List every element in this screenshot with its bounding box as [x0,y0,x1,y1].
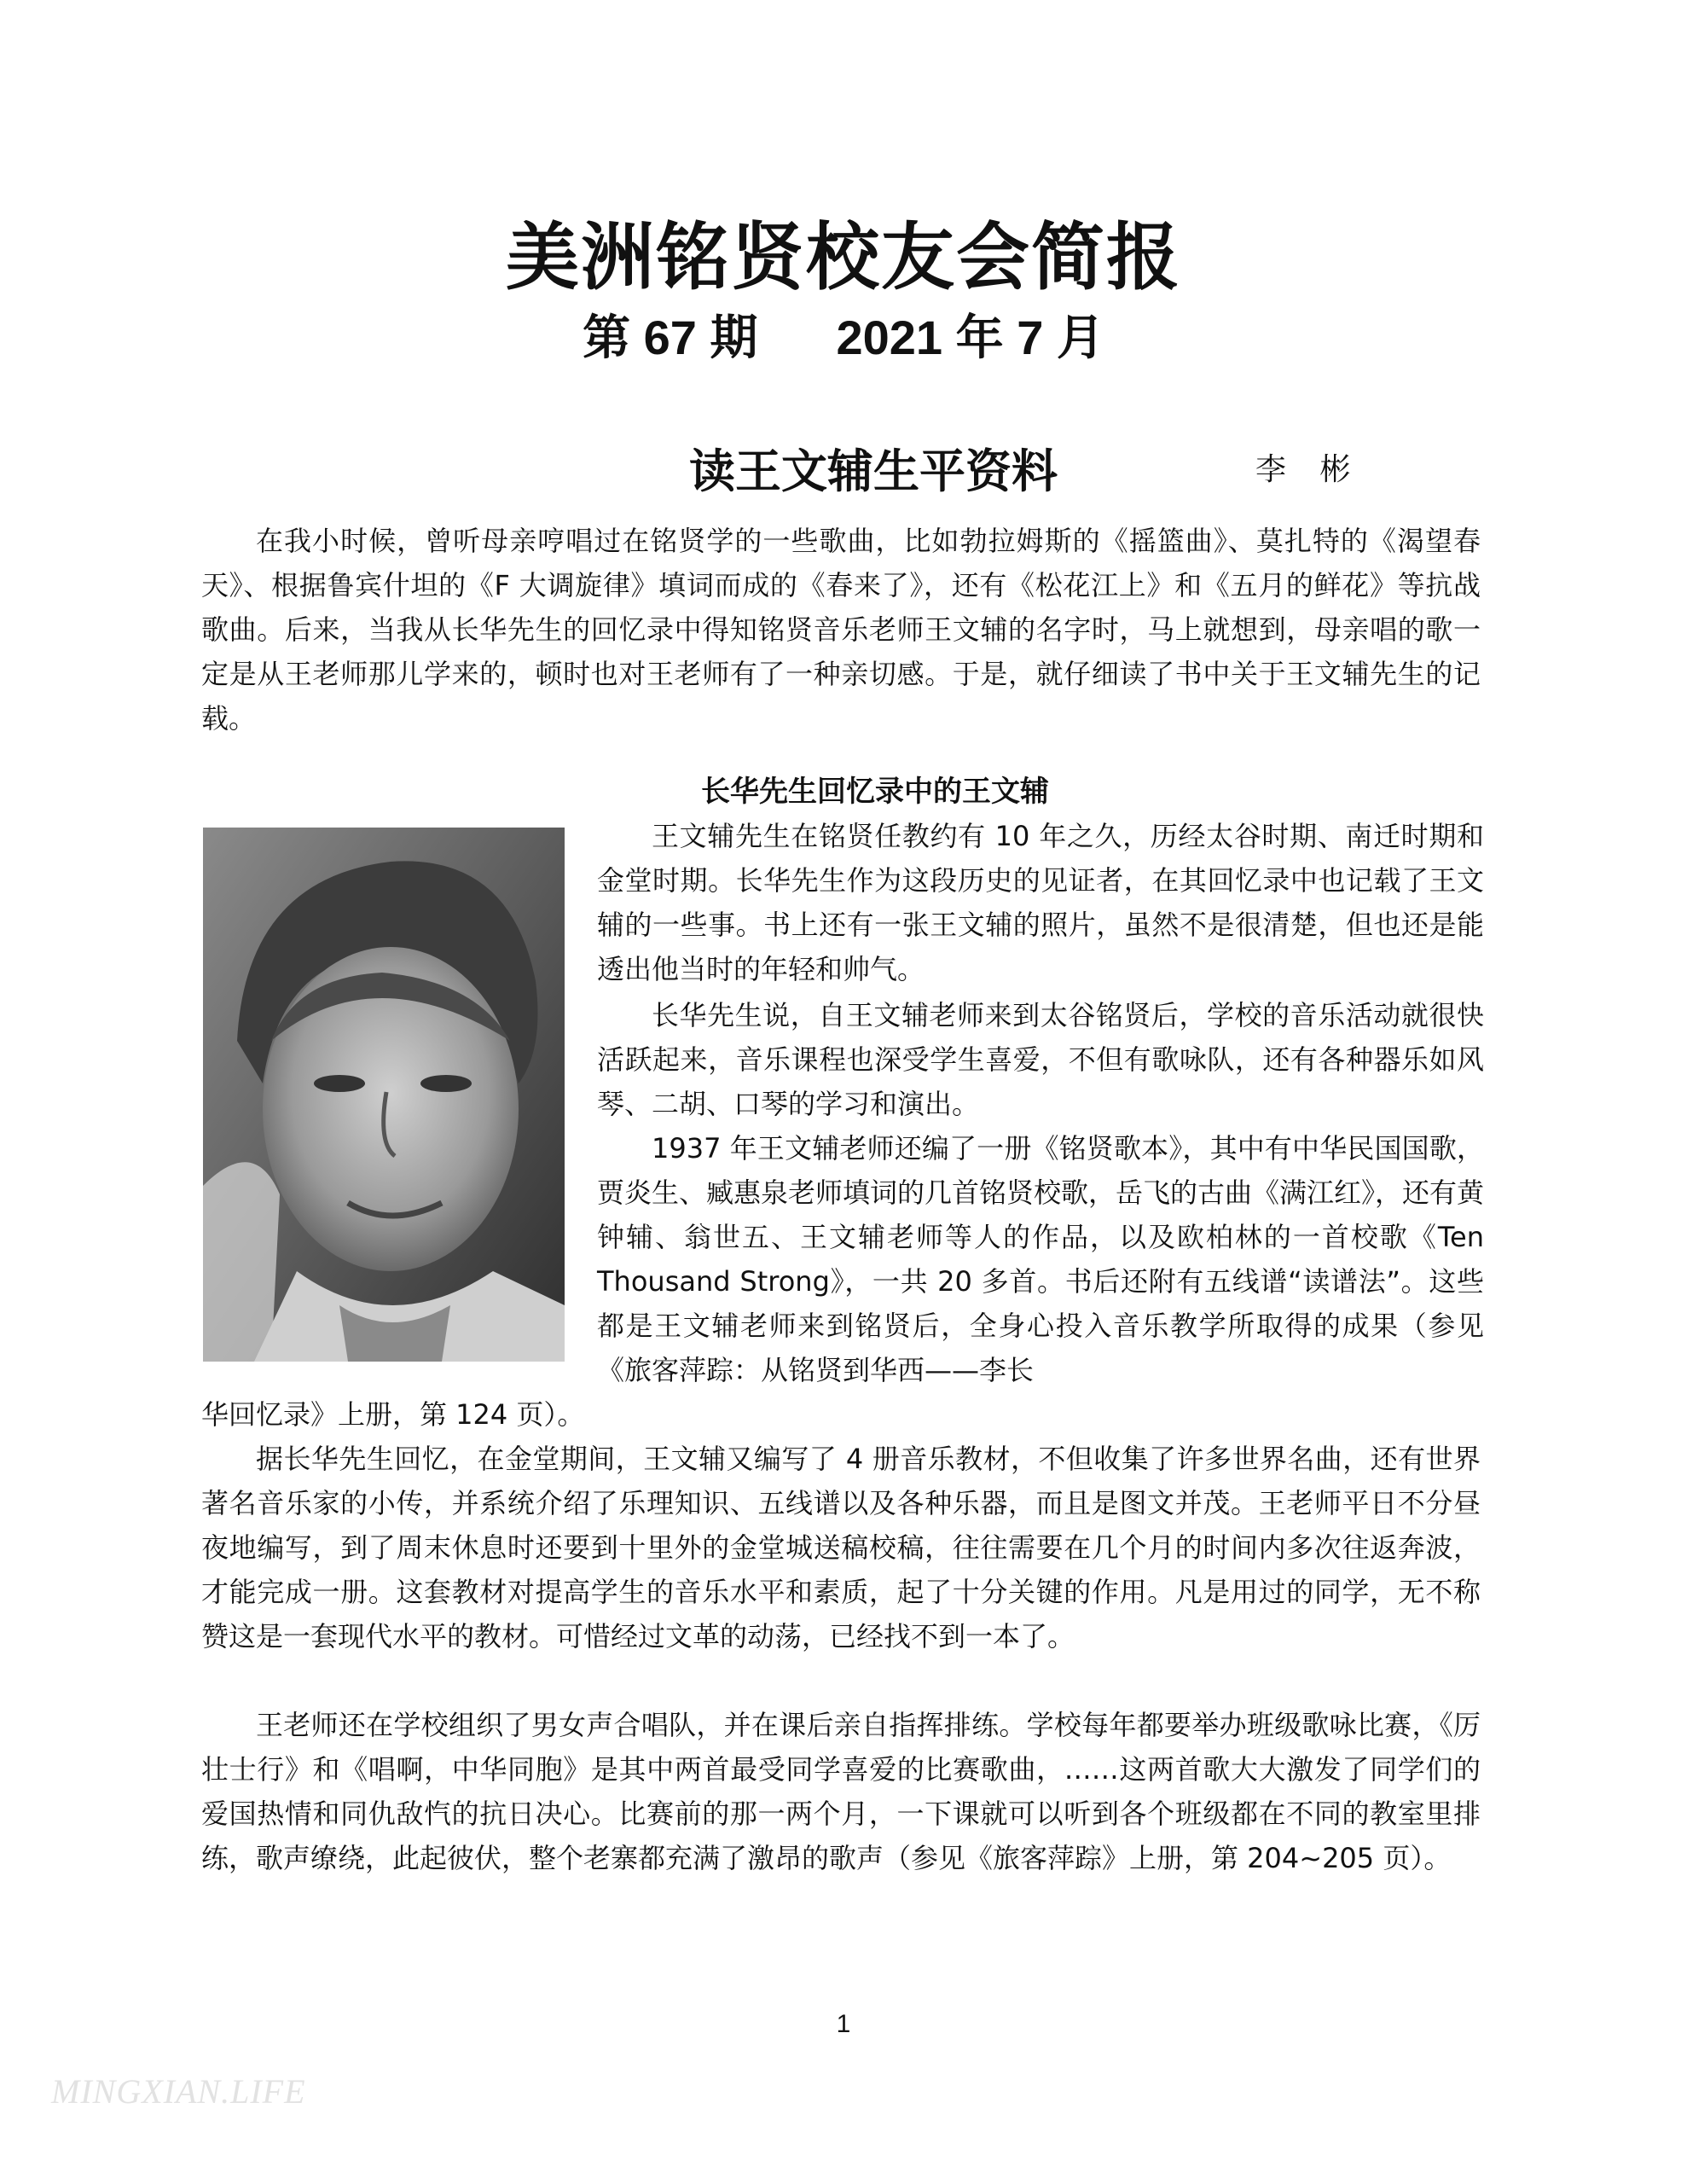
issue-date: 2021 年 7 月 [836,311,1104,364]
article-author: 李 彬 [1255,452,1363,487]
paragraph-4: 1937 年王文辅老师还编了一册《铭贤歌本》，其中有中华民国国歌，贾炎生、臧惠泉老师填词的几首铭贤校歌，岳飞的古曲《满江红》，还有黄钟辅、翁世五、王文辅老师等人的作品，以及欧柏林的一首校歌《Ten Thousand Strong》，一共 20 多首。书后还附有五线谱“读谱法”。这些都是王文辅老师来到铭贤后，全身心投入音乐教学所取得的成果（参见《旅客萍踪：从铭贤到华西——李长 [597,1132,1485,1386]
issue-number: 第 67 期 [583,311,758,364]
watermark: MINGXIAN.LIFE [51,2072,306,2111]
intro-paragraph: 在我小时候，曾听母亲哼唱过在铭贤学的一些歌曲，比如勃拉姆斯的《摇篮曲》、莫扎特的《渴望春天》、根据鲁宾什坦的《F 大调旋律》填词而成的《春来了》，还有《松花江上》和《五月的鲜花》等抗战歌曲。后来，当我从长华先生的回忆录中得知铭贤音乐老师王文辅的名字时，马上就想到，母亲唱的歌一定是从王老师那儿学来的，顿时也对王老师有了一种亲切感。于是，就仔细读了书中关于王文辅先生的记载。 [201,525,1481,735]
article-title: 读王文辅生平资料 [689,444,1058,498]
paragraph-6: 王老师还在学校组织了男女声合唱队，并在课后亲自指挥排练。学校每年都要举办班级歌咏比赛，《厉壮士行》和《唱啊，中华同胞》是其中两首最受同学喜爱的比赛歌曲，……这两首歌大大激发了同学们的爱国热情和同仇敌忾的抗日决心。比赛前的那一两个月，一下课就可以听到各个班级都在不同的教室里排练，歌声缭绕，此起彼伏，整个老寨都充满了激昂的歌声（参见《旅客萍踪》上册，第 204~205 页）。 [201,1709,1481,1874]
paragraph-5: 据长华先生回忆，在金堂期间，王文辅又编写了 4 册音乐教材，不但收集了许多世界名曲，还有世界著名音乐家的小传，并系统介绍了乐理知识、五线谱以及各种乐器，而且是图文并茂。王老师平日不分昼夜地编写，到了周末休息时还要到十里外的金堂城送稿校稿，往往需要在几个月的时间内多次往返奔波，才能完成一册。这套教材对提高学生的音乐水平和素质，起了十分关键的作用。凡是用过的同学，无不称赞这是一套现代水平的教材。可惜经过文革的动荡，已经找不到一本了。 [201,1443,1481,1653]
issue-line [0,300,1687,369]
portrait-photo [203,828,565,1362]
section-heading: 长华先生回忆录中的王文辅 [701,775,1049,809]
newsletter-title: 美洲铭贤校友会简报 [506,215,1181,300]
page-number: 1 [836,2010,851,2038]
paragraph-3: 长华先生说，自王文辅老师来到太谷铭贤后，学校的音乐活动就很快活跃起来，音乐课程也深受学生喜爱，不但有歌咏队，还有各种器乐如风琴、二胡、口琴的学习和演出。 [597,999,1484,1120]
paragraph-4-continuation: 华回忆录》上册，第 124 页）。 [201,1398,585,1431]
paragraph-2: 王文辅先生在铭贤任教约有 10 年之久，历经太谷时期、南迁时期和金堂时期。长华先生作为这段历史的见证者，在其回忆录中也记载了王文辅的一些事。书上还有一张王文辅的照片，虽然不是很清楚，但也还是能透出他当时的年轻和帅气。 [597,820,1484,985]
